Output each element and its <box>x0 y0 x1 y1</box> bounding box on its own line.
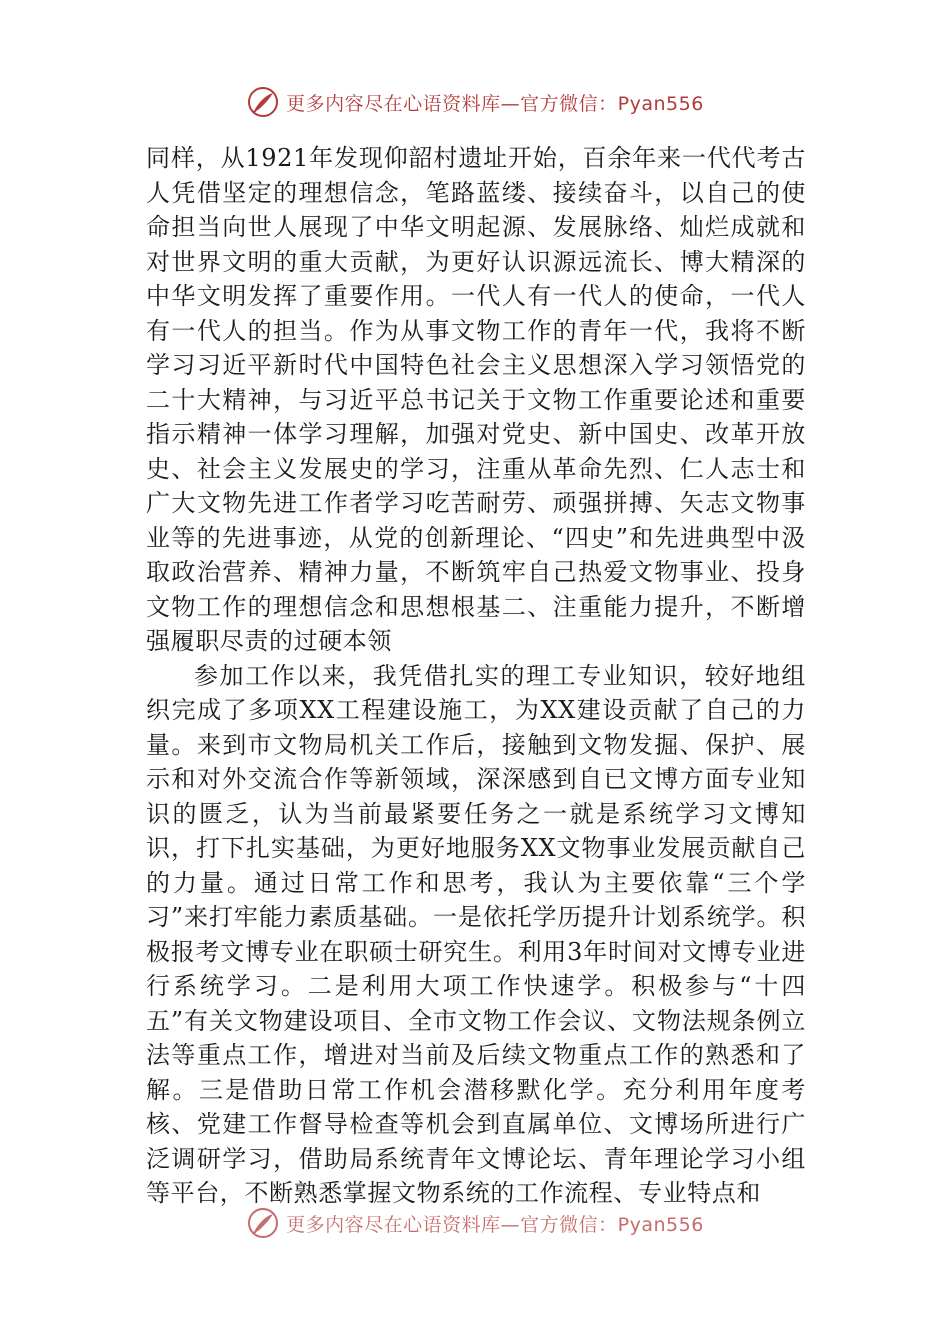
header-watermark <box>0 85 950 119</box>
paragraph-1: 同样，从1921年发现仰韶村遗址开始，百余年来一代代考古人凭借坚定的理想信念，笔路蓝缕、接续奋斗，以自己的使命担当向世人展现了中华文明起源、发展脉络、灿烂成就和对世界文明的重大贡献，为更好认识源远流长、博大精深的中华文明发挥了重要作用。一代人有一代人的使命，一代人有一代人的担当。作为从事文物工作的青年一代，我将不断学习习近平新时代中国特色社会主义思想深入学习领悟党的二十大精神，与习近平总书记关于文物工作重要论述和重要指示精神一体学习理解，加强对党史、新中国史、改革开放史、社会主义发展史的学习，注重从革命先烈、仁人志士和广大文物先进工作者学习吃苦耐劳、顽强拼搏、矢志文物事业等的先进事迹，从党的创新理论、“四史”和先进典型中汲取政治营养、精神力量，不断筑牢自己热爱文物事业、投身文物工作的理想信念和思想根基二、注重能力提升，不断增强履职尽责的过硬本领 <box>146 144 806 655</box>
document-body <box>146 141 806 1211</box>
footer-watermark <box>0 1206 950 1240</box>
pen-circle-logo-icon <box>246 1206 280 1240</box>
paragraph-2: 参加工作以来，我凭借扎实的理工专业知识，较好地组织完成了多项XX工程建设施工，为XX建设贡献了自己的力量。来到市文物局机关工作后，接触到文物发掘、保护、展示和对外交流合作等新领域，深深感到自已文博方面专业知识的匮乏，认为当前最紧要任务之一就是系统学习文博知识，打下扎实基础，为更好地服务XX文物事业发展贡献自己的力量。通过日常工作和思考，我认为主要依靠“三个学习”来打牢能力素质基础。一是依托学历提升计划系统学。积极报考文博专业在职硕士研究生。利用3年时间对文博专业进行系统学习。二是利用大项工作快速学。积极参与“十四五”有关文物建设项目、全市文物工作会议、文物法规条例立法等重点工作，增进对当前及后续文物重点工作的熟悉和了解。三是借助日常工作机会潜移默化学。充分利用年度考核、党建工作督导检查等机会到直属单位、文博场所进行广泛调研学习，借助局系统青年文博论坛、青年理论学习小组等平台，不断熟悉掌握文物系统的工作流程、专业特点和 <box>146 661 806 1207</box>
watermark-text: 更多内容尽在心语资料库—官方微信：Pyan556 <box>286 1213 704 1236</box>
watermark-text: 更多内容尽在心语资料库—官方微信：Pyan556 <box>286 92 704 115</box>
pen-circle-logo-icon <box>246 85 280 119</box>
